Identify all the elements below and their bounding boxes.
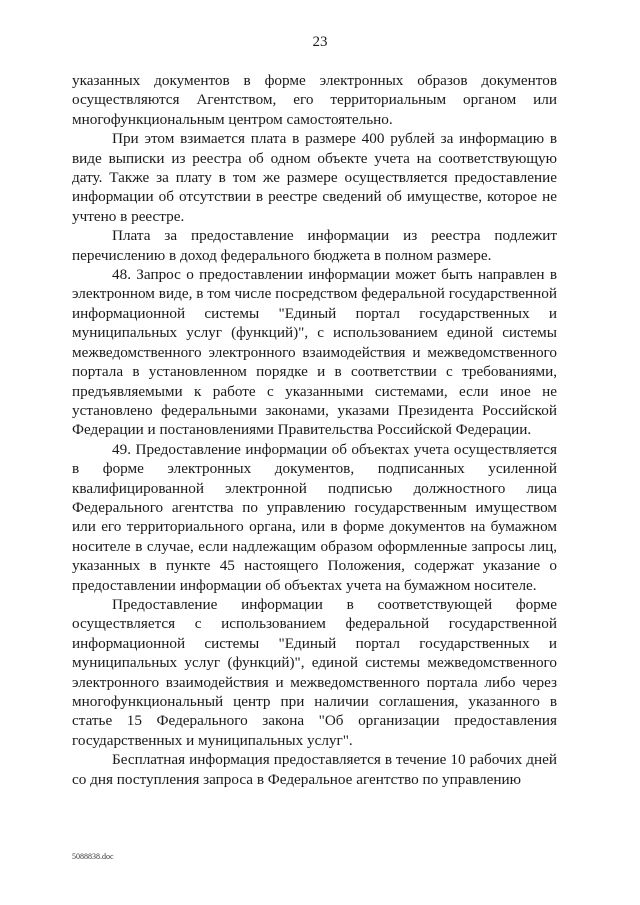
paragraph-49: 49. Предоставление информации об объектах учета осуществляется в форме электронных документов, подписанных усиленной квалифицированной электронной подписью должностного лица Федерального агентства по управлению государственным имуществом или его территориального органа, или в форме документов на бумажном носителе в случае, если надлежащим образом оформленные запросы лиц, указанных в пункте 45 настоящего Положения, содержат указание о предоставлении информации об объектах учета на бумажном носителе. — [72, 440, 557, 594]
paragraph-provision-form: Предоставление информации в соответствующей форме осуществляется с использованием федеральной государственной информационной системы "Единый портал государственных и муниципальных услуг (функций)", единой системы межведомственного электронного взаимодействия и межведомственного портала либо через многофункциональный центр при наличии соглашения, указанного в статье 15 Федерального закона "Об организации предоставления государственных и муниципальных услуг". — [72, 595, 557, 749]
paragraph-fee-transfer: Плата за предоставление информации из реестра подлежит перечислению в доход федерального бюджета в полном размере. — [72, 227, 557, 264]
paragraph-48: 48. Запрос о предоставлении информации может быть направлен в электронном виде, в том числе посредством федеральной государственной информационной системы "Единый портал государственных и муниципальных услуг (функций)", с использованием единой системы межведомственного электронного взаимодействия и межведомственного портала в установленном порядке и в соответствии с требованиями, предъявляемыми к работе с указанными системами, если иное не установлено федеральными законами, указами Президента Российской Федерации и постановлениями Правительства Российской Федерации. — [72, 266, 557, 439]
paragraph-fee: При этом взимается плата в размере 400 рублей за информацию в виде выписки из реестра об одном объекте учета на соответствующую дату. Также за плату в том же размере осуществляется предоставление информации об отсутствии в реестре сведений об имуществе, которое не учтено в реестре. — [72, 130, 557, 225]
document-body — [72, 71, 557, 789]
page-number: 23 — [312, 34, 328, 50]
paragraph-continuation: указанных документов в форме электронных образов документов осуществляются Агентством, его территориальным органом или многофункциональным центром самостоятельно. — [72, 72, 557, 128]
footer-file-code: 5088838.doc — [72, 852, 114, 861]
paragraph-free-info: Бесплатная информация предоставляется в течение 10 рабочих дней со дня поступления запроса в Федеральное агентство по управлению — [72, 751, 557, 788]
